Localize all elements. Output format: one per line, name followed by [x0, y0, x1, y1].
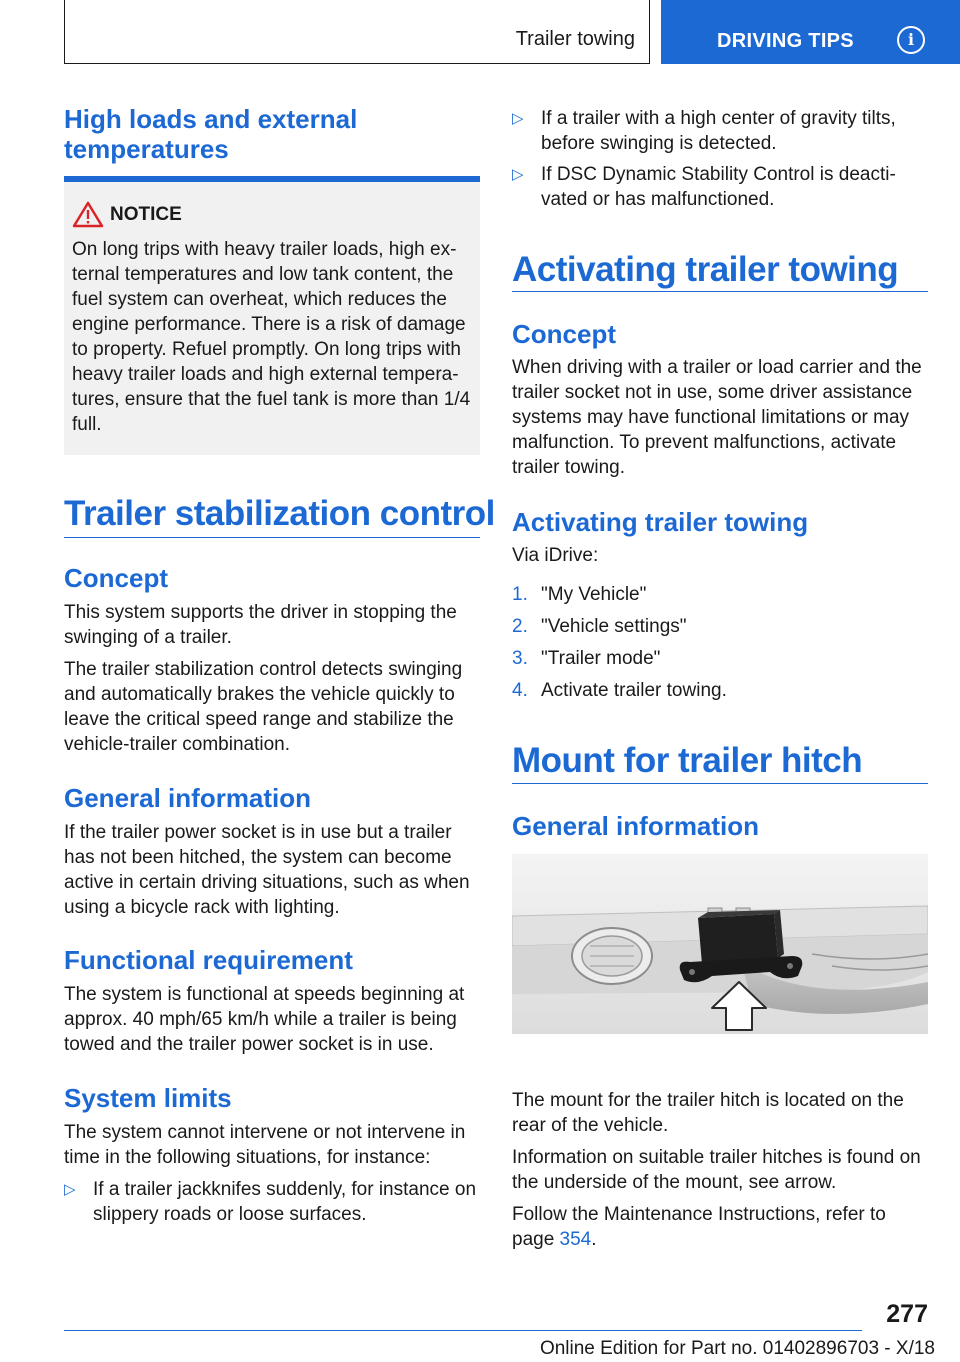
header-chapter-label: DRIVING TIPS [717, 30, 854, 52]
heading-mount-trailer-hitch: Mount for trailer hitch [512, 741, 863, 780]
list-item [512, 162, 928, 214]
mount-paragraph-3 [512, 1202, 928, 1252]
step-text: "My Vehicle" [541, 584, 647, 605]
list-item-text: If DSC Dynamic Stability Control is deactivated or has malfunctioned. [541, 164, 896, 210]
list-item [512, 582, 928, 607]
via-idrive-text: Via iDrive: [512, 545, 599, 566]
heading-system-limits: System limits [64, 1083, 232, 1113]
step-number: 3. [512, 648, 528, 669]
mount-paragraph-3-text: Follow the Maintenance Instructions, refer to page [512, 1204, 886, 1250]
bullet-arrow-icon: ▷ [64, 1181, 76, 1198]
notice-title: NOTICE [110, 204, 182, 225]
list-item [512, 678, 928, 703]
list-item [512, 614, 928, 639]
warning-triangle-icon [72, 200, 104, 228]
mount-paragraph-2: Information on suitable trailer hitches is found on the underside of the mount, see arrow. [512, 1147, 921, 1193]
step-number: 4. [512, 680, 528, 701]
list-item-text: If a trailer with a high center of gravity tilts, before swinging is detected. [541, 108, 896, 154]
step-text: "Vehicle settings" [541, 616, 687, 637]
system-limits-paragraph: The system cannot intervene or not intervene in time in the following situations, for instance: [64, 1122, 466, 1168]
list-item [512, 646, 928, 671]
heading-activating-trailer-towing: Activating trailer towing [512, 250, 899, 289]
heading-functional-requirement: Functional requirement [64, 945, 353, 975]
concept-paragraph-1: This system supports the driver in stopping the swinging of a trailer. [64, 602, 457, 648]
heading-trailer-stabilization: Trailer stabilization control [64, 494, 495, 533]
heading-high-loads-1: High loads and external [64, 104, 358, 134]
footer-rule [64, 1330, 862, 1331]
heading-activating-sub: Activating trailer towing [512, 507, 809, 537]
heading-general-information: General information [512, 811, 760, 841]
footer-edition-text: Online Edition for Part no. 01402896703 - X/18 [539, 1338, 935, 1359]
header-chapter-tab[interactable] [661, 0, 960, 64]
functional-requirement-paragraph: The system is functional at speeds beginning at approx. 40 mph/65 km/h while a trailer is being towed and the trailer power socket is in use. [64, 984, 465, 1055]
notice-text: On long trips with heavy trailer loads, high external temperatures and low tank content, the fuel system can overheat, which reduces the engine performance. There is a risk of damage to property. Refuel promptly. On long trips with heavy trailer loads and high external temperatures, ensure that the fuel tank is more than 1/4 full. [72, 239, 471, 435]
page-number: 277 [886, 1300, 928, 1328]
step-number: 1. [512, 584, 528, 605]
general-information-paragraph: If the trailer power socket is in use but a trailer has not been hitched, the system can become active in certain driving situations, such as when using a bicycle rack with lighting. [64, 822, 470, 918]
heading-general-information: General information [64, 783, 312, 813]
mount-paragraph-1: The mount for the trailer hitch is located on the rear of the vehicle. [512, 1090, 904, 1136]
bullet-arrow-icon: ▷ [512, 110, 524, 127]
info-icon: i [897, 26, 925, 54]
step-number: 2. [512, 616, 528, 637]
step-text: Activate trailer towing. [541, 680, 727, 701]
trailer-hitch-mount-illustration [512, 854, 928, 1034]
heading-concept: Concept [512, 319, 616, 349]
list-item-text: If a trailer jackknifes suddenly, for instance on slippery roads or loose surfaces. [93, 1179, 477, 1225]
concept-paragraph-2: The trailer stabilization control detects swinging and automatically brakes the vehicle quickly to leave the critical speed range and stabilize the vehicle-trailer combination. [64, 659, 463, 755]
mount-paragraph-3-end: . [591, 1229, 597, 1250]
step-text: "Trailer mode" [541, 648, 661, 669]
page-reference-link[interactable]: 354 [559, 1229, 592, 1250]
concept-paragraph: When driving with a trailer or load carrier and the trailer socket not in use, some driver assistance systems may have functional limitations or may malfunction. To prevent malfunctions, activate trailer towing. [512, 357, 922, 478]
heading-high-loads-2: temperatures [64, 134, 229, 164]
list-item [64, 1177, 480, 1229]
hitch-mount-drawing [512, 854, 928, 1034]
heading-concept: Concept [64, 563, 168, 593]
notice-box [64, 176, 480, 455]
heading-rule [512, 783, 928, 784]
list-item [512, 106, 928, 158]
heading-rule [64, 537, 480, 538]
bullet-arrow-icon: ▷ [512, 166, 524, 183]
header-section-title: Trailer towing [515, 28, 635, 50]
heading-rule [512, 291, 928, 292]
